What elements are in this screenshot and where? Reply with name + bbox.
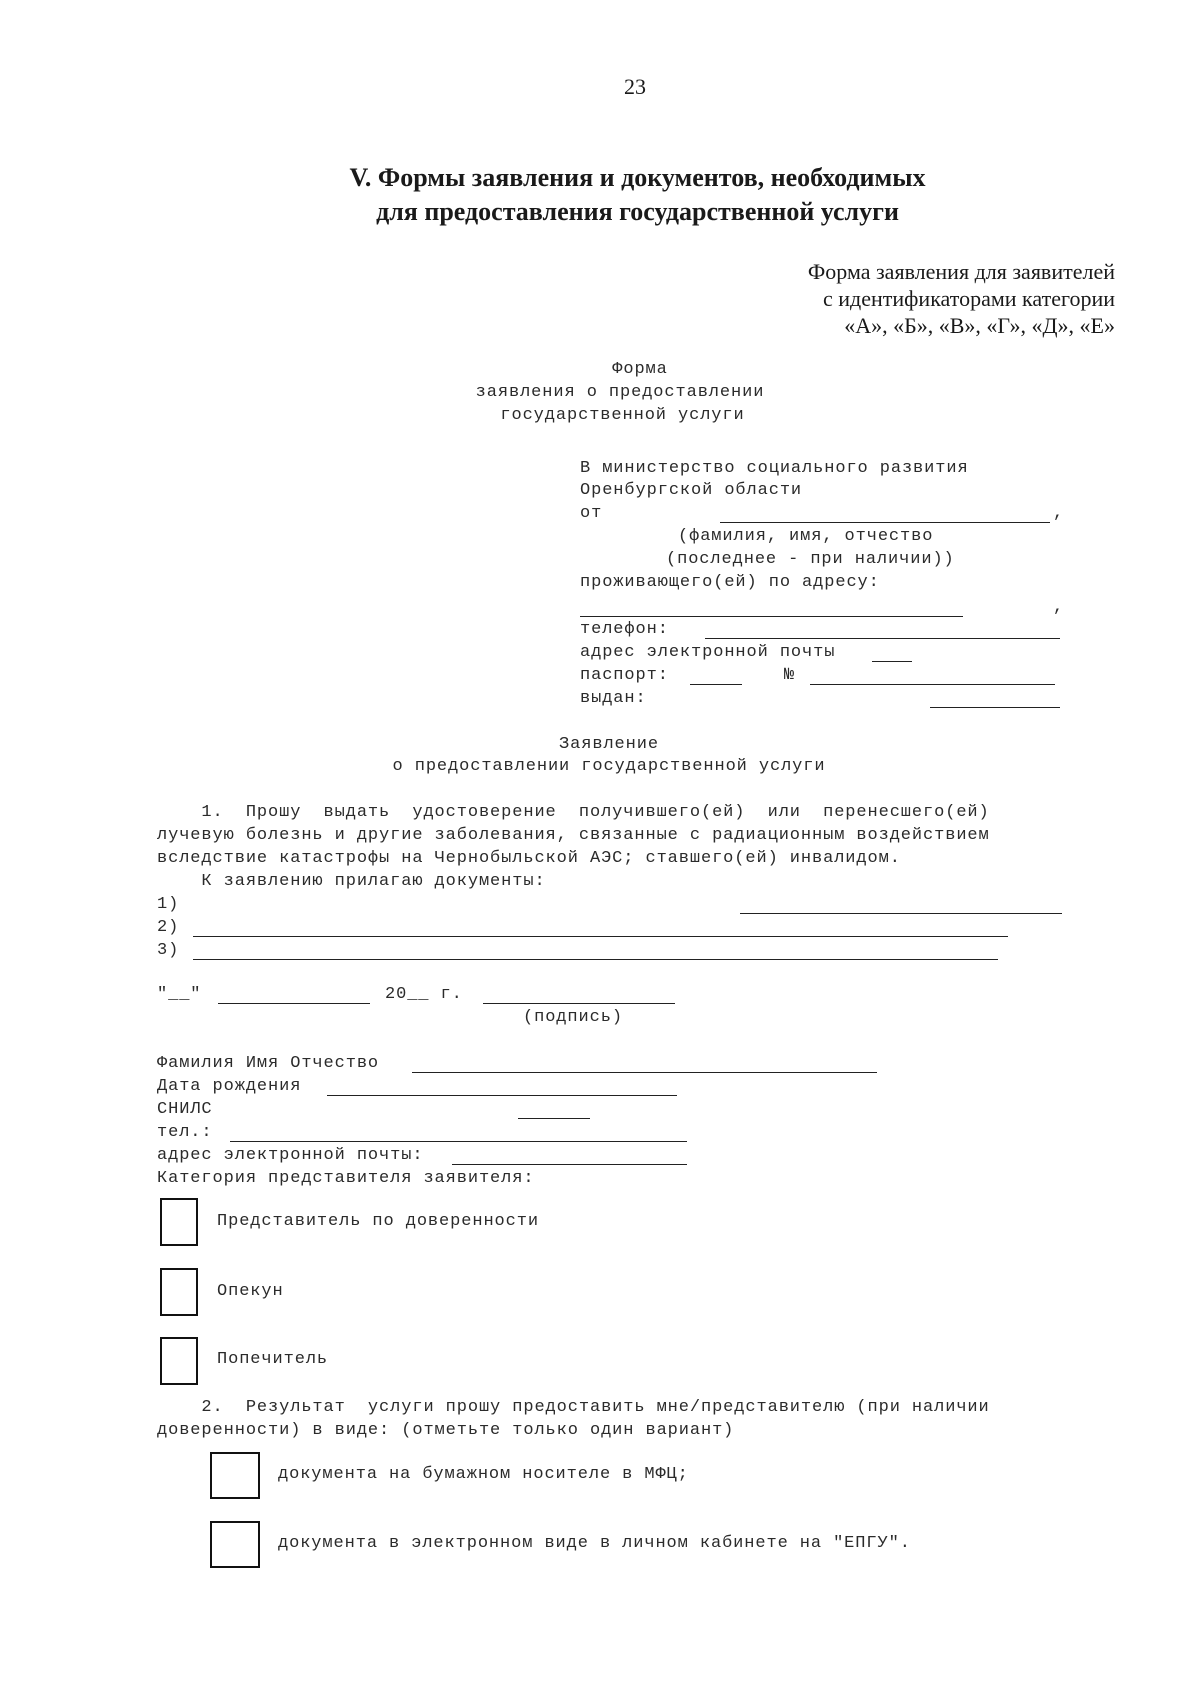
option-trustee: Попечитель xyxy=(217,1350,329,1369)
doc-number-2: 2) xyxy=(157,918,180,937)
from-field-comma: , xyxy=(1053,504,1065,523)
issued-field-line[interactable] xyxy=(930,707,1060,708)
application-heading-line1: Заявление xyxy=(559,735,659,754)
from-label: от xyxy=(580,504,603,523)
form-heading-line3: государственной услуги xyxy=(500,406,745,425)
form-heading-line1: Форма xyxy=(612,360,668,379)
doc-field-line-2[interactable] xyxy=(193,936,1008,937)
item2-text-line1: 2. Результат услуги прошу предоставить мне/представителю (при наличии xyxy=(157,1398,990,1417)
application-heading-line2: о предоставлении государственной услуги xyxy=(392,757,826,776)
option-by-proxy: Представитель по доверенности xyxy=(217,1212,539,1231)
date-year: 20__ г. xyxy=(385,985,463,1004)
phone-field-line[interactable] xyxy=(705,638,1060,639)
rep-snils-label: СНИЛС xyxy=(157,1100,213,1119)
form-caption-line2: с идентификаторами категории xyxy=(823,286,1115,311)
passport-series-line[interactable] xyxy=(690,684,742,685)
page-number: 23 xyxy=(624,74,646,99)
date-month-line[interactable] xyxy=(218,1003,370,1004)
signature-hint: (подпись) xyxy=(523,1008,623,1027)
address-label: проживающего(ей) по адресу: xyxy=(580,573,880,592)
from-field-line[interactable] xyxy=(720,522,1050,523)
option-paper-mfc: документа на бумажном носителе в МФЦ; xyxy=(278,1465,689,1484)
checkbox-paper-mfc[interactable] xyxy=(210,1452,260,1499)
rep-birth-line[interactable] xyxy=(327,1095,677,1096)
rep-email-label: адрес электронной почты: xyxy=(157,1146,424,1165)
form-heading-line2: заявления о предоставлении xyxy=(475,383,765,402)
option-guardian: Опекун xyxy=(217,1282,284,1301)
addressee-region: Оренбургской области xyxy=(580,481,803,500)
checkbox-by-proxy[interactable] xyxy=(160,1198,198,1246)
doc-number-3: 3) xyxy=(157,941,180,960)
item1-text-line1: 1. Прошу выдать удостоверение получившего(ей) или перенесшего(ей) xyxy=(157,803,990,822)
section-title-line2: для предоставления государственной услуги xyxy=(376,197,899,226)
date-day: "__" xyxy=(157,985,202,1004)
email-label: адрес электронной почты xyxy=(580,643,836,662)
rep-fio-line[interactable] xyxy=(412,1072,877,1073)
phone-label: телефон: xyxy=(580,620,669,639)
attach-docs-label: К заявлению прилагаю документы: xyxy=(157,872,546,891)
checkbox-electronic-epgu[interactable] xyxy=(210,1521,260,1568)
doc-field-line-1[interactable] xyxy=(740,913,1062,914)
passport-label: паспорт: xyxy=(580,666,669,685)
address-field-line[interactable] xyxy=(580,616,963,617)
issued-label: выдан: xyxy=(580,689,647,708)
rep-birth-label: Дата рождения xyxy=(157,1077,302,1096)
rep-email-line[interactable] xyxy=(452,1164,687,1165)
passport-number-line[interactable] xyxy=(810,684,1055,685)
address-field-comma: , xyxy=(1053,598,1065,617)
option-electronic-epgu: документа в электронном виде в личном кабинете на "ЕПГУ". xyxy=(278,1534,911,1553)
addressee-ministry: В министерство социального развития xyxy=(580,459,969,478)
form-caption-line1: Форма заявления для заявителей xyxy=(807,259,1115,284)
form-caption-line3: «А», «Б», «В», «Г», «Д», «Е» xyxy=(844,313,1115,338)
item1-text-line3: вследствие катастрофы на Чернобыльской АЭС; ставшего(ей) инвалидом. xyxy=(157,849,901,868)
doc-number-1: 1) xyxy=(157,895,180,914)
fio-hint-line1: (фамилия, имя, отчество xyxy=(678,527,934,546)
rep-phone-line[interactable] xyxy=(230,1141,687,1142)
doc-field-line-3[interactable] xyxy=(193,959,998,960)
rep-phone-label: тел.: xyxy=(157,1123,213,1142)
checkbox-guardian[interactable] xyxy=(160,1268,198,1316)
fio-hint-line2: (последнее - при наличии)) xyxy=(666,550,955,569)
section-title-line1: V. Формы заявления и документов, необходимых xyxy=(349,163,926,192)
rep-snils-line[interactable] xyxy=(518,1118,590,1119)
passport-number-sign: № xyxy=(784,666,796,685)
item1-text-line2: лучевую болезнь и другие заболевания, связанные с радиационным воздействием xyxy=(157,826,990,845)
rep-category-label: Категория представителя заявителя: xyxy=(157,1169,535,1188)
checkbox-trustee[interactable] xyxy=(160,1337,198,1385)
email-field-line[interactable] xyxy=(872,661,912,662)
rep-fio-label: Фамилия Имя Отчество xyxy=(157,1054,380,1073)
signature-line[interactable] xyxy=(483,1003,675,1004)
item2-text-line2: доверенности) в виде: (отметьте только один вариант) xyxy=(157,1421,735,1440)
